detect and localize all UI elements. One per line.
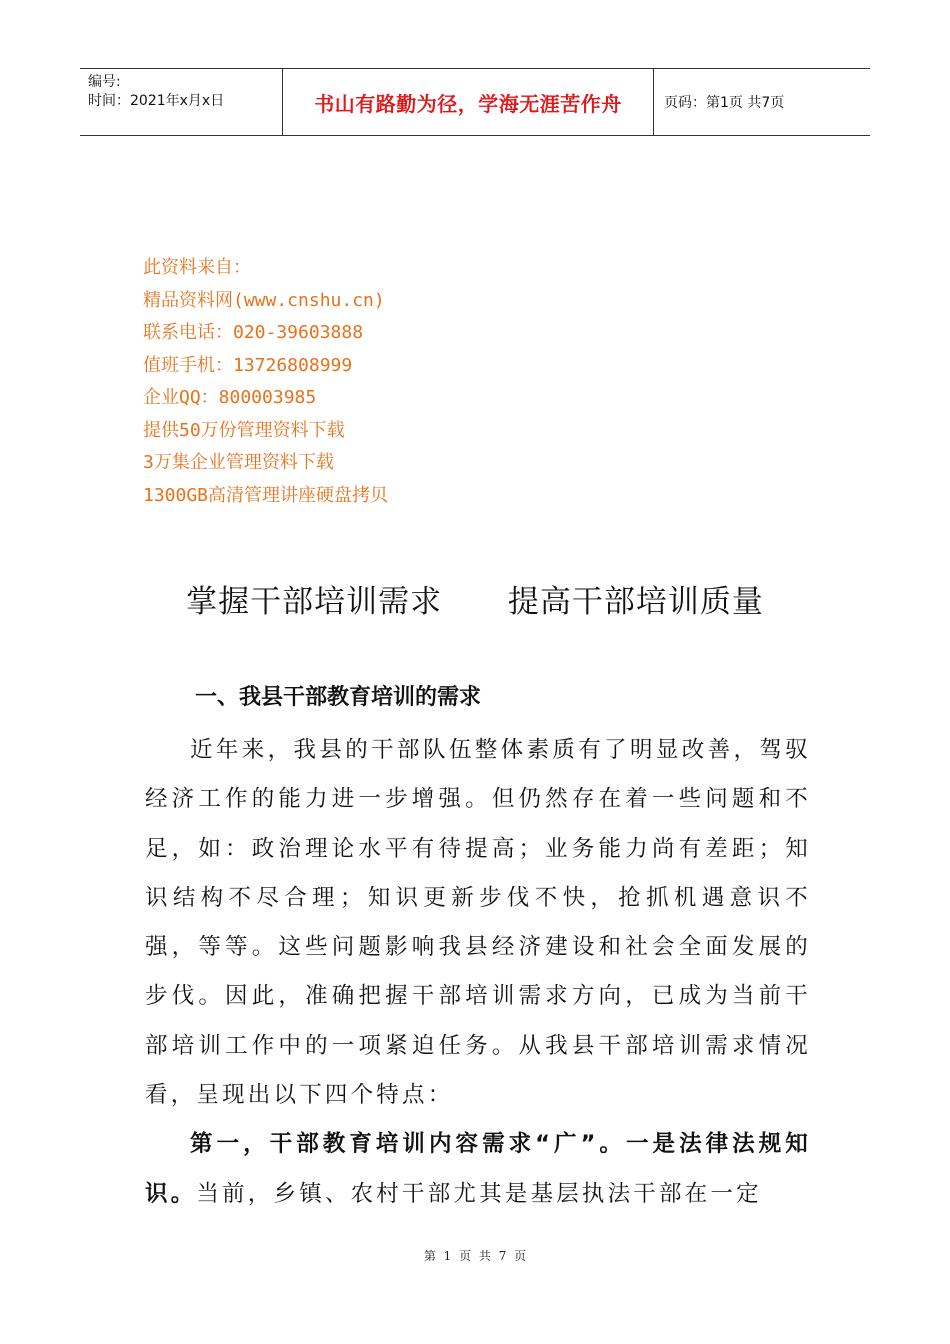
source-line: 值班手机：13726808999 [143, 354, 353, 376]
header-page-code: 页码：第1页 共7页 [664, 95, 785, 111]
source-line: 企业QQ：800003985 [143, 387, 317, 408]
source-line: 联系电话：020-39603888 [143, 322, 364, 343]
header-meta [80, 69, 282, 135]
source-line: 3万集企业管理资料下载 [143, 452, 334, 473]
paragraph-text: 当前，乡镇、农村干部尤其是基层执法干部在一定 [196, 1180, 762, 1207]
source-line: 1300GB高清管理讲座硬盘拷贝 [143, 484, 389, 506]
time-label: 时间：2021年x月x日 [88, 93, 225, 109]
header-motto: 书山有路勤为径，学海无涯苦作舟 [282, 69, 654, 135]
source-line: 精品资料网(www.cnshu.cn) [143, 289, 385, 311]
page-header [80, 68, 870, 136]
page-footer: 第 1 页 共 7 页 [423, 1249, 527, 1263]
paragraph: 近年来，我县的干部队伍整体素质有了明显改善，驾驭经济工作的能力进一步增强。但仍然存在着一些问题和不足，如：政治理论水平有待提高；业务能力尚有差距；知识结构不尽合理；知识更新步伐不快，抢抓机遇意识不强，等等。这些问题影响我县经济建设和社会全面发展的步伐。因此，准确把握干部培训需求方向，已成为当前干部培训工作中的一项紧迫任务。从我县干部培训需求情况看，呈现出以下四个特点： [145, 737, 811, 1109]
paragraph-lead: 第一，干部教育培训内容需求“广”。一是法律法规知识。 [145, 1131, 811, 1207]
document-body [145, 726, 811, 1219]
number-label: 编号: [88, 74, 121, 90]
source-line: 此资料来自： [143, 257, 251, 278]
source-line: 提供50万份管理资料下载 [143, 419, 345, 441]
section-heading: 一、我县干部教育培训的需求 [195, 685, 482, 710]
source-info-block [143, 252, 388, 512]
document-title: 掌握干部培训需求 提高干部培训质量 [186, 584, 764, 620]
paragraph [145, 1120, 811, 1219]
